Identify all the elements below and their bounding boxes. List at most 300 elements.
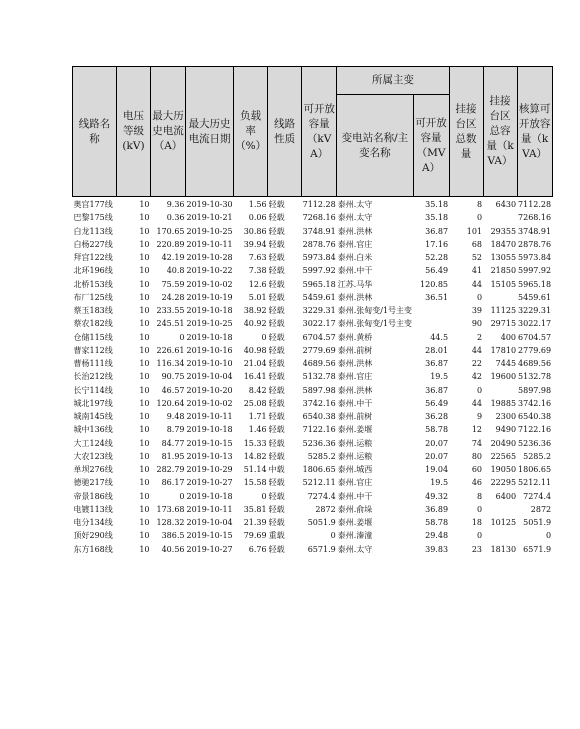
open-capacity-cell: 7122.16 xyxy=(302,425,336,435)
checked-capacity-cell: 6540.38 xyxy=(518,412,552,422)
area-count-cell: 90 xyxy=(471,319,483,329)
table-row xyxy=(73,225,553,238)
open-capacity-cell: 5051.9 xyxy=(307,518,336,528)
load-rate-cell: 15.58 xyxy=(243,478,267,488)
line-nature-cell: 轻载 xyxy=(268,385,285,395)
voltage-cell: 10 xyxy=(139,465,150,475)
line-nature-cell: 轻载 xyxy=(268,491,285,501)
max-current-cell: 46.57 xyxy=(161,385,185,395)
area-count-cell: 9 xyxy=(476,412,483,422)
voltage-cell: 10 xyxy=(139,372,150,382)
line-nature-cell: 轻载 xyxy=(268,332,285,342)
line-name-cell: 顶好290线 xyxy=(73,531,113,541)
max-current-cell: 9.48 xyxy=(166,412,185,422)
max-date-cell: 2019-10-11 xyxy=(186,504,233,514)
voltage-cell: 10 xyxy=(139,478,150,488)
open-capacity-cell: 5973.84 xyxy=(302,253,336,263)
load-rate-cell: 35.81 xyxy=(243,504,267,514)
max-date-cell: 2019-10-27 xyxy=(186,544,233,554)
area-count-cell: 0 xyxy=(476,292,483,302)
load-rate-cell: 6.76 xyxy=(248,544,267,554)
checked-capacity-cell: 1806.65 xyxy=(518,465,552,475)
substation-name-cell: 泰州.俞垛 xyxy=(337,504,373,514)
header-line-name: 线路名称 xyxy=(73,67,117,197)
line-name-cell: 城北197线 xyxy=(73,398,113,408)
line-name-cell: 单坝276线 xyxy=(73,465,113,475)
substation-capacity-cell: 56.49 xyxy=(425,266,449,276)
area-count-cell: 44 xyxy=(471,279,483,289)
line-name-cell: 电镀113线 xyxy=(73,504,113,514)
line-name-cell: 东方168线 xyxy=(73,544,113,554)
load-rate-cell: 21.04 xyxy=(243,359,267,369)
area-capacity-cell: 22295 xyxy=(490,478,517,488)
max-current-cell: 42.19 xyxy=(161,253,185,263)
load-rate-cell: 8.42 xyxy=(248,385,267,395)
substation-name-cell: 泰州.姜堰 xyxy=(337,518,373,528)
area-count-cell: 0 xyxy=(476,385,483,395)
substation-name-cell: 泰州.官庄 xyxy=(337,478,373,488)
table-row xyxy=(73,476,553,489)
area-count-cell: 68 xyxy=(471,239,483,249)
substation-capacity-cell: 52.28 xyxy=(425,253,449,263)
line-name-cell: 北桥153线 xyxy=(73,279,113,289)
substation-name-cell: 泰州.太守 xyxy=(337,544,373,554)
max-current-cell: 170.65 xyxy=(156,226,185,236)
load-rate-cell: 14.82 xyxy=(243,451,267,461)
area-count-cell: 0 xyxy=(476,213,483,223)
area-count-cell: 8 xyxy=(476,200,483,210)
checked-capacity-cell: 5212.11 xyxy=(518,478,552,488)
max-date-cell: 2019-10-29 xyxy=(186,465,233,475)
open-capacity-cell: 7112.28 xyxy=(302,200,336,210)
line-nature-cell: 轻载 xyxy=(268,266,285,276)
open-capacity-cell: 5459.61 xyxy=(302,292,336,302)
line-name-cell: 电分134线 xyxy=(73,518,113,528)
max-current-cell: 233.55 xyxy=(156,306,185,316)
max-date-cell: 2019-10-25 xyxy=(186,226,233,236)
voltage-cell: 10 xyxy=(139,518,150,528)
max-current-cell: 40.56 xyxy=(161,544,185,554)
header-substation-name: 变电站名称/主变名称 xyxy=(337,95,413,197)
line-capacity-table xyxy=(72,66,553,556)
checked-capacity-cell: 7274.4 xyxy=(523,491,552,501)
substation-name-cell: 泰州.官庄 xyxy=(337,372,373,382)
line-nature-cell: 轻载 xyxy=(268,213,285,223)
table-row xyxy=(73,423,553,436)
area-count-cell: 18 xyxy=(471,518,483,528)
line-nature-cell: 轻载 xyxy=(268,306,285,316)
substation-name-cell: 泰州.官庄 xyxy=(337,239,373,249)
max-date-cell: 2019-10-15 xyxy=(186,531,233,541)
substation-capacity-cell: 36.87 xyxy=(425,226,449,236)
area-capacity-cell: 19600 xyxy=(490,372,517,382)
checked-capacity-cell: 2779.69 xyxy=(518,345,552,355)
substation-capacity-cell xyxy=(413,317,449,330)
voltage-cell: 10 xyxy=(139,319,150,329)
header-area-count: 挂接台区总数量 xyxy=(449,67,483,197)
area-count-cell: 44 xyxy=(471,398,483,408)
area-capacity-cell xyxy=(483,384,517,397)
open-capacity-cell: 2779.69 xyxy=(302,345,336,355)
line-name-cell: 白杨227线 xyxy=(73,239,113,249)
area-count-cell: 23 xyxy=(471,544,483,554)
open-capacity-cell: 6540.38 xyxy=(302,412,336,422)
max-current-cell: 116.34 xyxy=(156,359,185,369)
substation-name-cell: 泰州.中干 xyxy=(337,266,373,276)
substation-capacity-cell: 36.51 xyxy=(425,292,449,302)
area-capacity-cell: 13055 xyxy=(490,253,517,263)
table-body xyxy=(73,197,553,556)
line-name-cell: 蔡农182线 xyxy=(73,319,113,329)
load-rate-cell: 25.08 xyxy=(243,398,267,408)
area-count-cell: 52 xyxy=(471,253,483,263)
checked-capacity-cell: 7112.28 xyxy=(518,200,552,210)
substation-capacity-cell: 120.85 xyxy=(420,279,449,289)
open-capacity-cell: 3748.91 xyxy=(302,226,336,236)
substation-capacity-cell: 36.87 xyxy=(425,385,449,395)
table-row xyxy=(73,397,553,410)
table-row xyxy=(73,437,553,450)
area-capacity-cell: 6430 xyxy=(495,200,517,210)
table-row xyxy=(73,264,553,277)
table-row xyxy=(73,357,553,370)
checked-capacity-cell: 5997.92 xyxy=(518,266,552,276)
header-load-rate: 负载率（%） xyxy=(234,67,268,197)
area-count-cell: 60 xyxy=(471,465,483,475)
substation-name-cell: 泰州.姜堰 xyxy=(337,425,373,435)
max-date-cell: 2019-10-11 xyxy=(186,412,233,422)
substation-name-cell: 泰州.中干 xyxy=(337,491,373,501)
load-rate-cell: 5.01 xyxy=(248,292,267,302)
max-date-cell: 2019-10-22 xyxy=(186,266,233,276)
open-capacity-cell: 3742.16 xyxy=(302,398,336,408)
load-rate-cell: 0 xyxy=(261,491,267,501)
open-capacity-cell: 5997.92 xyxy=(302,266,336,276)
substation-name-cell: 泰州.白米 xyxy=(337,253,373,263)
area-capacity-cell: 20490 xyxy=(490,438,517,448)
line-nature-cell: 轻载 xyxy=(268,425,285,435)
max-current-cell: 220.89 xyxy=(156,239,185,249)
checked-capacity-cell: 7268.16 xyxy=(518,213,552,223)
line-nature-cell: 重载 xyxy=(268,531,285,541)
open-capacity-cell: 2878.76 xyxy=(302,239,336,249)
line-nature-cell: 轻载 xyxy=(268,544,285,554)
voltage-cell: 10 xyxy=(139,504,150,514)
header-checked-capacity: 核算可开放容量（kVA） xyxy=(517,67,552,197)
max-date-cell: 2019-10-27 xyxy=(186,478,233,488)
substation-capacity-cell: 36.89 xyxy=(425,504,449,514)
line-nature-cell: 轻载 xyxy=(268,372,285,382)
max-date-cell: 2019-10-28 xyxy=(186,253,233,263)
max-date-cell: 2019-10-21 xyxy=(186,213,233,223)
area-capacity-cell: 2300 xyxy=(495,412,517,422)
max-date-cell: 2019-10-04 xyxy=(186,372,233,382)
area-capacity-cell: 11125 xyxy=(490,306,517,316)
table-row xyxy=(73,331,553,344)
open-capacity-cell: 2872 xyxy=(315,504,336,514)
substation-name-cell: 泰州.城西 xyxy=(337,465,373,475)
substation-capacity-cell: 20.07 xyxy=(425,438,449,448)
load-rate-cell: 0 xyxy=(261,332,267,342)
max-current-cell: 40.8 xyxy=(166,266,185,276)
checked-capacity-cell: 7122.16 xyxy=(518,425,552,435)
substation-capacity-cell: 19.5 xyxy=(430,478,449,488)
voltage-cell: 10 xyxy=(139,412,150,422)
area-capacity-cell: 17810 xyxy=(490,345,517,355)
substation-capacity-cell: 49.32 xyxy=(425,491,449,501)
load-rate-cell: 15.33 xyxy=(243,438,267,448)
line-nature-cell: 轻载 xyxy=(268,478,285,488)
max-current-cell: 8.79 xyxy=(166,425,185,435)
table-row xyxy=(73,410,553,423)
line-nature-cell: 轻载 xyxy=(268,319,285,329)
voltage-cell: 10 xyxy=(139,544,150,554)
substation-capacity-cell: 39.83 xyxy=(425,544,449,554)
open-capacity-cell: 5965.18 xyxy=(302,279,336,289)
line-name-cell: 城南145线 xyxy=(73,412,113,422)
checked-capacity-cell: 5459.61 xyxy=(518,292,552,302)
max-date-cell: 2019-10-30 xyxy=(186,200,233,210)
max-current-cell: 386.5 xyxy=(161,531,185,541)
max-date-cell: 2019-10-16 xyxy=(186,345,233,355)
substation-capacity-cell xyxy=(413,304,449,317)
line-nature-cell: 轻载 xyxy=(268,412,285,422)
substation-name-cell: 泰州.黄桥 xyxy=(337,332,373,342)
line-name-cell: 布厂125线 xyxy=(73,292,113,302)
table-row xyxy=(73,543,553,556)
load-rate-cell: 1.56 xyxy=(248,200,267,210)
header-max-current: 最大历史电流（A） xyxy=(151,67,186,197)
area-count-cell: 41 xyxy=(471,266,483,276)
load-rate-cell: 0.06 xyxy=(248,213,267,223)
substation-capacity-cell: 35.18 xyxy=(425,200,449,210)
area-capacity-cell: 15105 xyxy=(490,279,517,289)
checked-capacity-cell: 5965.18 xyxy=(518,279,552,289)
area-count-cell: 12 xyxy=(471,425,483,435)
area-capacity-cell: 9490 xyxy=(495,425,517,435)
max-current-cell: 226.61 xyxy=(156,345,185,355)
area-count-cell: 0 xyxy=(476,531,483,541)
table-row xyxy=(73,450,553,463)
line-name-cell: 巴黎175线 xyxy=(73,213,113,223)
substation-name-cell: 泰州.洪林 xyxy=(337,226,373,236)
table-row xyxy=(73,529,553,542)
substation-name-cell: 泰州.运粮 xyxy=(337,451,373,461)
table-row xyxy=(73,370,553,383)
area-capacity-cell xyxy=(483,211,517,224)
line-name-cell: 大农123线 xyxy=(73,451,113,461)
voltage-cell: 10 xyxy=(139,292,150,302)
max-date-cell: 2019-10-19 xyxy=(186,292,233,302)
checked-capacity-cell: 3229.31 xyxy=(518,306,552,316)
max-current-cell: 86.17 xyxy=(161,478,185,488)
area-capacity-cell: 400 xyxy=(500,332,517,342)
checked-capacity-cell: 3748.91 xyxy=(518,226,552,236)
load-rate-cell: 40.98 xyxy=(243,345,267,355)
voltage-cell: 10 xyxy=(139,253,150,263)
checked-capacity-cell: 3022.17 xyxy=(518,319,552,329)
open-capacity-cell: 0 xyxy=(330,531,336,541)
substation-capacity-cell: 19.04 xyxy=(425,465,449,475)
max-date-cell: 2019-10-18 xyxy=(186,306,233,316)
max-date-cell: 2019-10-15 xyxy=(186,438,233,448)
substation-capacity-cell: 36.87 xyxy=(425,359,449,369)
table-header xyxy=(73,67,553,197)
checked-capacity-cell: 2878.76 xyxy=(518,239,552,249)
max-date-cell: 2019-10-20 xyxy=(186,385,233,395)
substation-capacity-cell: 20.07 xyxy=(425,451,449,461)
substation-name-cell: 泰州.前树 xyxy=(337,412,373,422)
open-capacity-cell: 4689.56 xyxy=(302,359,336,369)
max-current-cell: 245.51 xyxy=(156,319,185,329)
line-name-cell: 白龙113线 xyxy=(73,226,113,236)
area-capacity-cell xyxy=(483,291,517,304)
substation-name-cell: 泰州.张甸变/1号主变 xyxy=(337,306,413,316)
checked-capacity-cell: 5897.98 xyxy=(518,385,552,395)
document-page xyxy=(72,66,553,556)
checked-capacity-cell: 4689.56 xyxy=(518,359,552,369)
line-name-cell: 曹家112线 xyxy=(73,345,113,355)
load-rate-cell: 30.86 xyxy=(243,226,267,236)
open-capacity-cell: 5212.11 xyxy=(302,478,336,488)
area-capacity-cell: 19050 xyxy=(490,465,517,475)
max-date-cell: 2019-10-10 xyxy=(186,359,233,369)
substation-capacity-cell: 35.18 xyxy=(425,213,449,223)
area-count-cell: 39 xyxy=(471,306,483,316)
line-nature-cell: 轻载 xyxy=(268,253,285,263)
area-capacity-cell xyxy=(483,529,517,542)
voltage-cell: 10 xyxy=(139,239,150,249)
table-row xyxy=(73,304,553,317)
max-current-cell: 9.36 xyxy=(166,200,185,210)
line-nature-cell: 轻载 xyxy=(268,279,285,289)
voltage-cell: 10 xyxy=(139,306,150,316)
area-capacity-cell xyxy=(483,503,517,516)
max-current-cell: 128.32 xyxy=(156,518,185,528)
max-date-cell: 2019-10-11 xyxy=(186,239,233,249)
load-rate-cell: 39.94 xyxy=(243,239,267,249)
substation-name-cell: 泰州.太守 xyxy=(337,200,373,210)
voltage-cell: 10 xyxy=(139,359,150,369)
checked-capacity-cell: 5051.9 xyxy=(523,518,552,528)
table-row xyxy=(73,238,553,251)
voltage-cell: 10 xyxy=(139,385,150,395)
line-nature-cell: 轻载 xyxy=(268,292,285,302)
open-capacity-cell: 3229.31 xyxy=(302,306,336,316)
line-nature-cell: 中载 xyxy=(268,465,285,475)
load-rate-cell: 12.6 xyxy=(248,279,267,289)
area-capacity-cell: 7445 xyxy=(495,359,517,369)
substation-name-cell: 泰州.洪林 xyxy=(337,292,373,302)
open-capacity-cell: 5285.2 xyxy=(307,451,336,461)
substation-name-cell: 泰州.溱潼 xyxy=(337,531,373,541)
line-name-cell: 蔡玉183线 xyxy=(73,306,113,316)
line-name-cell: 北环196线 xyxy=(73,266,113,276)
area-capacity-cell: 18130 xyxy=(490,544,517,554)
checked-capacity-cell: 5132.78 xyxy=(518,372,552,382)
voltage-cell: 10 xyxy=(139,200,150,210)
substation-name-cell: 泰州.张甸变/1号主变 xyxy=(337,319,413,329)
table-row xyxy=(73,197,553,212)
table-row xyxy=(73,211,553,224)
open-capacity-cell: 5236.36 xyxy=(302,438,336,448)
load-rate-cell: 1.71 xyxy=(248,412,267,422)
line-nature-cell: 轻载 xyxy=(268,504,285,514)
area-count-cell: 42 xyxy=(471,372,483,382)
voltage-cell: 10 xyxy=(139,491,150,501)
line-nature-cell: 轻载 xyxy=(268,438,285,448)
substation-name-cell: 泰州.洪林 xyxy=(337,385,373,395)
line-name-cell: 城中136线 xyxy=(73,425,113,435)
area-count-cell: 46 xyxy=(471,478,483,488)
max-current-cell: 282.79 xyxy=(156,465,185,475)
voltage-cell: 10 xyxy=(139,213,150,223)
substation-capacity-cell: 17.16 xyxy=(425,239,449,249)
voltage-cell: 10 xyxy=(139,451,150,461)
header-substation-capacity: 可开放容量（MVA） xyxy=(413,95,449,197)
load-rate-cell: 79.69 xyxy=(243,531,267,541)
area-capacity-cell: 21850 xyxy=(490,266,517,276)
table-row xyxy=(73,516,553,529)
line-nature-cell: 轻载 xyxy=(268,239,285,249)
max-current-cell: 120.64 xyxy=(156,398,185,408)
max-date-cell: 2019-10-18 xyxy=(186,332,233,342)
substation-name-cell: 江苏.马华 xyxy=(337,279,373,289)
open-capacity-cell: 6571.9 xyxy=(307,544,336,554)
area-count-cell: 74 xyxy=(471,438,483,448)
area-count-cell: 44 xyxy=(471,345,483,355)
max-current-cell: 0 xyxy=(179,491,185,501)
checked-capacity-cell: 6704.57 xyxy=(518,332,552,342)
checked-capacity-cell: 5236.36 xyxy=(518,438,552,448)
substation-name-cell: 泰州.前树 xyxy=(337,345,373,355)
area-count-cell: 0 xyxy=(476,504,483,514)
line-nature-cell: 轻载 xyxy=(268,359,285,369)
table-row xyxy=(73,278,553,291)
line-name-cell: 长宁114线 xyxy=(73,385,113,395)
voltage-cell: 10 xyxy=(139,266,150,276)
max-current-cell: 0.36 xyxy=(166,213,185,223)
max-date-cell: 2019-10-13 xyxy=(186,451,233,461)
open-capacity-cell: 7268.16 xyxy=(302,213,336,223)
voltage-cell: 10 xyxy=(139,332,150,342)
table-row xyxy=(73,384,553,397)
area-count-cell: 80 xyxy=(471,451,483,461)
header-substation-group: 所属主变 xyxy=(337,67,449,95)
max-current-cell: 75.59 xyxy=(161,279,185,289)
area-capacity-cell: 18470 xyxy=(490,239,517,249)
table-row xyxy=(73,251,553,264)
open-capacity-cell: 6704.57 xyxy=(302,332,336,342)
substation-capacity-cell: 28.01 xyxy=(425,345,449,355)
max-current-cell: 173.68 xyxy=(156,504,185,514)
max-date-cell: 2019-10-02 xyxy=(186,279,233,289)
checked-capacity-cell: 5973.84 xyxy=(518,253,552,263)
max-date-cell: 2019-10-02 xyxy=(186,398,233,408)
checked-capacity-cell: 0 xyxy=(546,531,552,541)
area-count-cell: 22 xyxy=(471,359,483,369)
max-current-cell: 0 xyxy=(179,332,185,342)
substation-name-cell: 泰州.洪林 xyxy=(337,359,373,369)
table-row xyxy=(73,344,553,357)
checked-capacity-cell: 3742.16 xyxy=(518,398,552,408)
max-current-cell: 90.75 xyxy=(161,372,185,382)
substation-capacity-cell: 19.5 xyxy=(430,372,449,382)
voltage-cell: 10 xyxy=(139,398,150,408)
area-count-cell: 2 xyxy=(476,332,483,342)
area-capacity-cell: 22565 xyxy=(490,451,517,461)
substation-capacity-cell: 56.49 xyxy=(425,398,449,408)
